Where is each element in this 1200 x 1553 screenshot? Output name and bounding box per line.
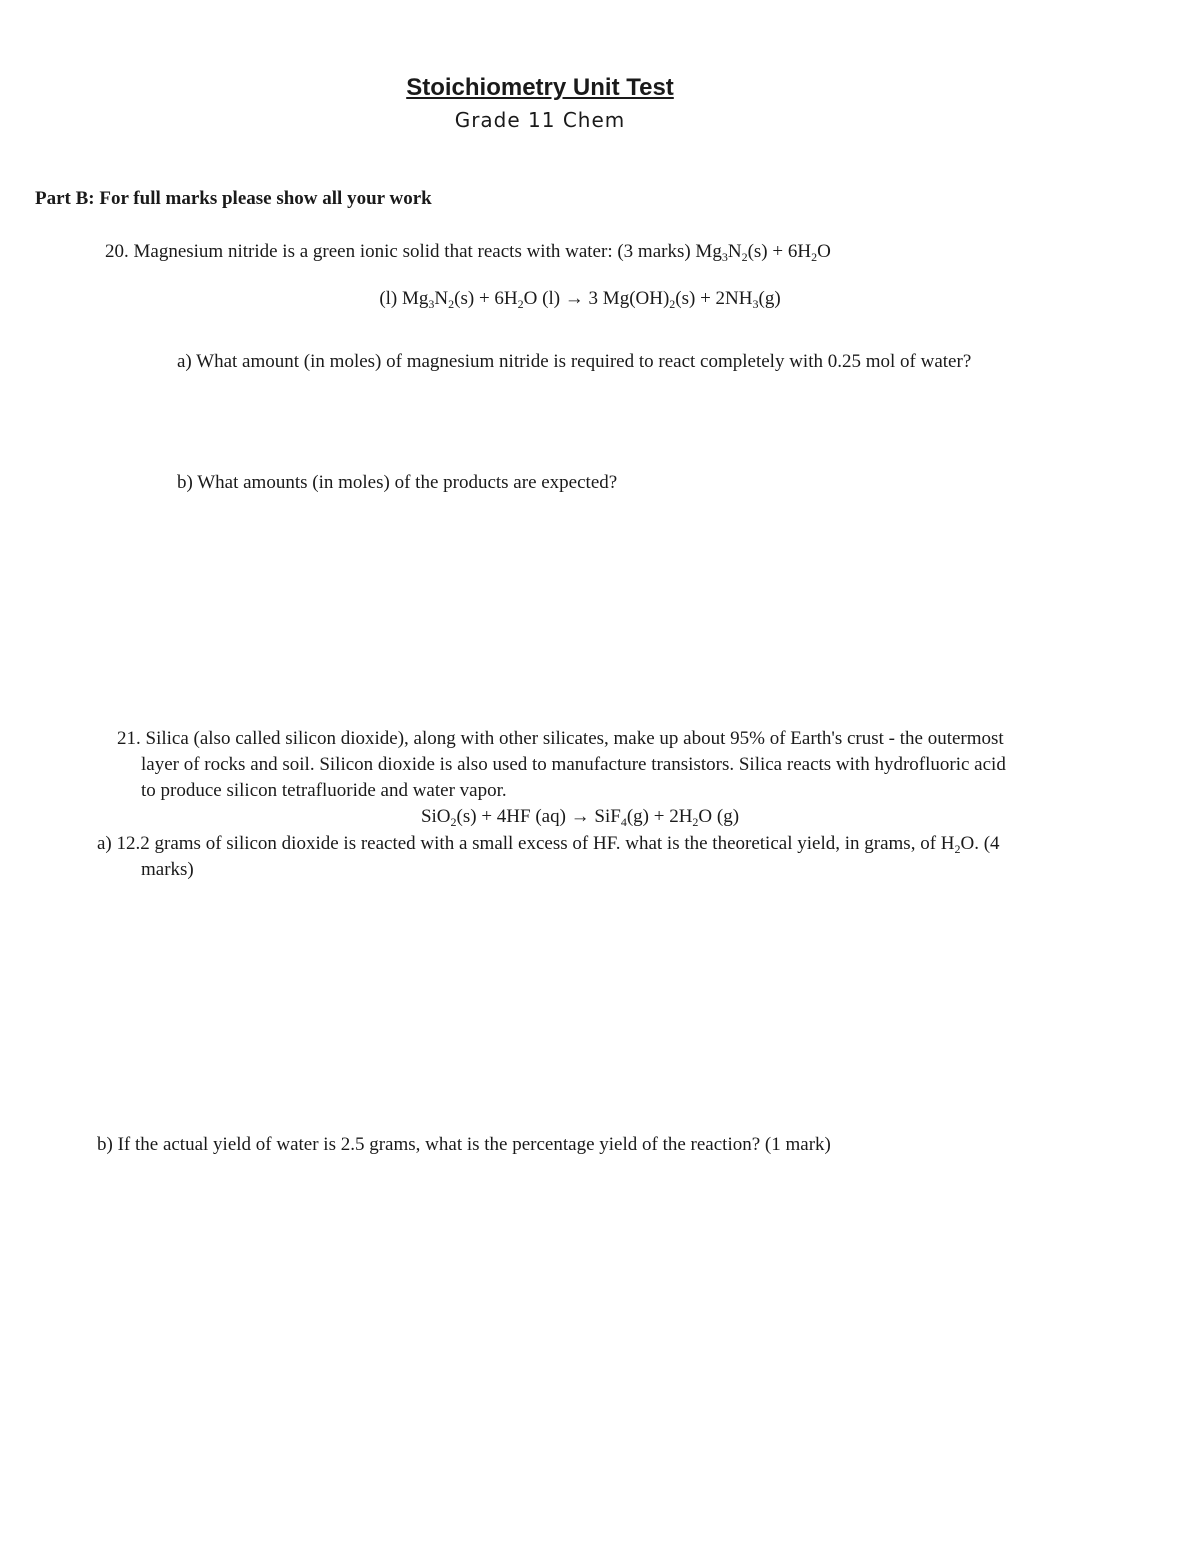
- question-21-line-2: layer of rocks and soil. Silicon dioxide is also used to manufacture transistors. Silica reacts with hydrofluoric acid: [141, 754, 1006, 775]
- question-21-part-a-cont: marks): [141, 859, 194, 880]
- question-21-part-a: a) 12.2 grams of silicon dioxide is reacted with a small excess of HF. what is the theoretical yield, in grams, of $H_2O$. (4: [97, 833, 1000, 856]
- page-subtitle: Grade 11 Chem: [454, 108, 626, 132]
- page-title: Stoichiometry Unit Test: [406, 74, 674, 101]
- part-b-heading: Part B: For full marks please show all your work: [35, 188, 432, 209]
- question-21-equation: SiO$_2$(s) + 4HF $(aq) \to SiF_4(g) + 2H_2O$ (g): [420, 806, 740, 829]
- question-21-line-1: 21. Silica (also called silicon dioxide), along with other silicates, make up about 95% of Earth's crust - the outermost: [117, 728, 1004, 749]
- question-21-part-b: b) If the actual yield of water is 2.5 grams, what is the percentage yield of the reaction? (1 mark): [97, 1134, 831, 1155]
- question-20-part-b: b) What amounts (in moles) of the products are expected?: [177, 472, 618, 493]
- question-21-line-3: to produce silicon tetrafluoride and water vapor.: [141, 780, 507, 801]
- question-20-intro: 20. Magnesium nitride is a green ionic solid that reacts with water: (3 marks) $Mg_3N_2(s) + 6H_2O$: [105, 241, 831, 264]
- question-20-equation: (l) $Mg_3N_2(s) + 6H_2O$ (l) → 3 $Mg(OH)_2(s) + 2NH_3(g)$: [379, 288, 781, 311]
- question-20-part-a: a) What amount (in moles) of magnesium nitride is required to react completely with 0.25 mol of water?: [177, 351, 972, 372]
